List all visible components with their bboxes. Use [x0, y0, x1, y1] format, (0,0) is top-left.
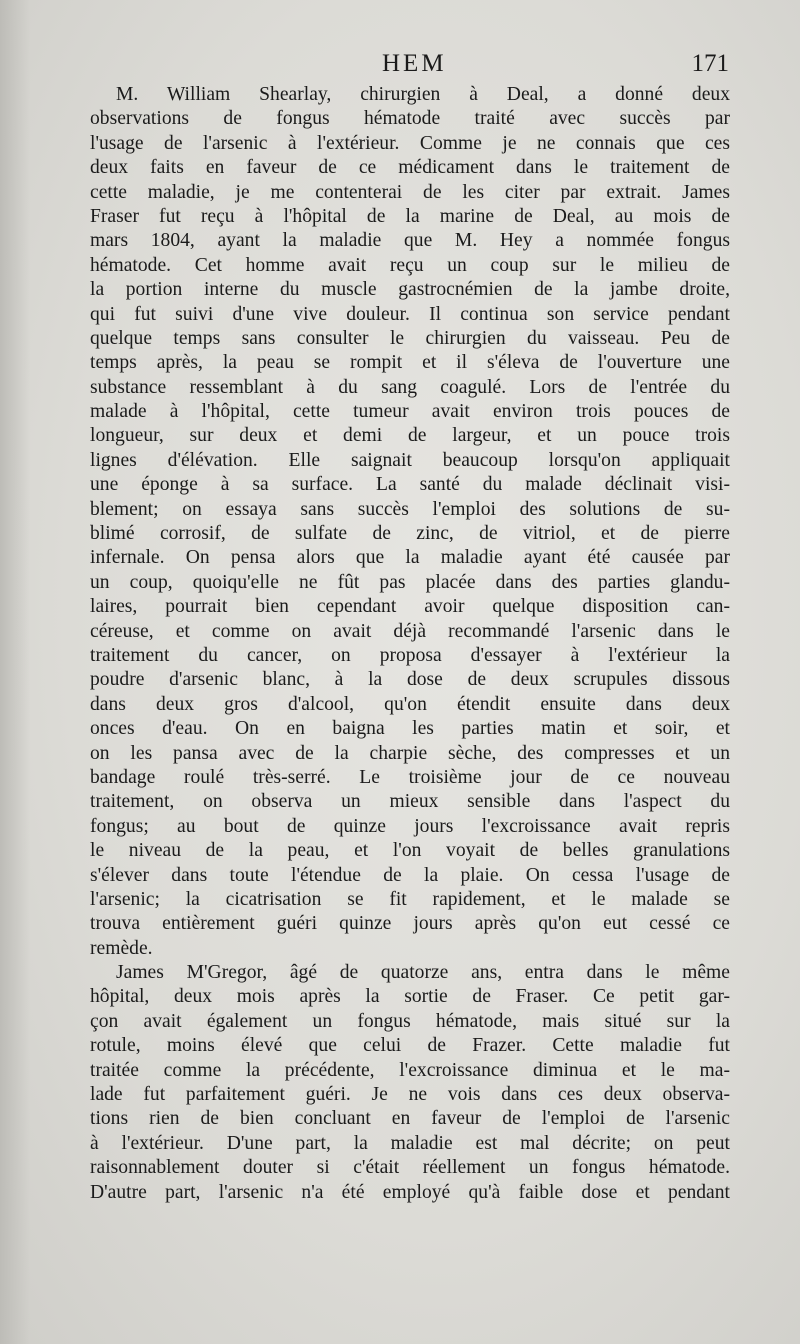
- text-line: mars 1804, ayant la maladie que M. Hey a nommée fongus: [90, 230, 730, 252]
- text-line: qui fut suivi d'une vive douleur. Il continua son service pendant: [90, 303, 730, 325]
- text-line: traitement du cancer, on proposa d'essayer à l'extérieur la: [90, 644, 730, 666]
- text-line: une éponge à sa surface. La santé du malade déclinait visi-: [90, 474, 730, 496]
- text-line: raisonnablement douter si c'était réellement un fongus hématode.: [90, 1157, 730, 1179]
- text-line: à l'extérieur. D'une part, la maladie est mal décrite; on peut: [90, 1132, 730, 1154]
- text-line: onces d'eau. On en baigna les parties matin et soir, et: [90, 718, 730, 740]
- text-line: infernale. On pensa alors que la maladie ayant été causée par: [90, 547, 730, 569]
- text-line: poudre d'arsenic blanc, à la dose de deux scrupules dissous: [90, 669, 730, 691]
- text-line: laires, pourrait bien cependant avoir quelque disposition can-: [90, 596, 730, 618]
- text-line: Fraser fut reçu à l'hôpital de la marine de Deal, au mois de: [90, 205, 730, 227]
- text-line: l'arsenic; la cicatrisation se fit rapidement, et le malade se: [90, 888, 730, 910]
- text-line: quelque temps sans consulter le chirurgien du vaisseau. Peu de: [90, 327, 730, 349]
- text-line: dans deux gros d'alcool, qu'on étendit ensuite dans deux: [90, 693, 730, 715]
- text-line: on les pansa avec de la charpie sèche, des compresses et un: [90, 742, 730, 764]
- text-line: cette maladie, je me contenterai de les citer par extrait. James: [90, 181, 730, 203]
- text-line: observations de fongus hématode traité avec succès par: [90, 108, 730, 130]
- page-number: 171: [691, 50, 729, 77]
- text-line: substance ressemblant à du sang coagulé. Lors de l'entrée du: [90, 376, 730, 398]
- text-line: hôpital, deux mois après la sortie de Fraser. Ce petit gar-: [90, 986, 730, 1008]
- page-header: [90, 50, 735, 86]
- text-line: traitement, on observa un mieux sensible dans l'aspect du: [90, 791, 730, 813]
- text-line: M. William Shearlay, chirurgien à Deal, a donné deux: [116, 84, 730, 105]
- text-line: lade fut parfaitement guéri. Je ne vois dans ces deux observa-: [90, 1084, 730, 1106]
- text-line: deux faits en faveur de ce médicament dans le traitement de: [90, 157, 730, 179]
- text-line: s'élever dans toute l'étendue de la plaie. On cessa l'usage de: [90, 864, 730, 886]
- text-line: le niveau de la peau, et l'on voyait de belles granulations: [90, 840, 730, 862]
- text-line: lignes d'élévation. Elle saignait beaucoup lorsqu'on appliquait: [90, 449, 730, 471]
- text-line: temps après, la peau se rompit et il s'éleva de l'ouverture une: [90, 352, 730, 374]
- running-head: HEM: [382, 50, 447, 77]
- text-line: trouva entièrement guéri quinze jours après qu'on eut cessé ce: [90, 913, 730, 935]
- text-line: tions rien de bien concluant en faveur de l'emploi de l'arsenic: [90, 1108, 730, 1130]
- page-gutter-shadow: [0, 0, 30, 1344]
- text-line: traitée comme la précédente, l'excroissance diminua et le ma-: [90, 1059, 730, 1081]
- text-line: blement; on essaya sans succès l'emploi des solutions de su-: [90, 498, 730, 520]
- body-text: [90, 83, 730, 1205]
- text-line: un coup, quoiqu'elle ne fût pas placée dans des parties glandu-: [90, 571, 730, 593]
- text-line: bandage roulé très-serré. Le troisième jour de ce nouveau: [90, 766, 730, 788]
- text-line: fongus; au bout de quinze jours l'excroissance avait repris: [90, 815, 730, 837]
- text-line: blimé corrosif, de sulfate de zinc, de vitriol, et de pierre: [90, 523, 730, 545]
- text-line: malade à l'hôpital, cette tumeur avait environ trois pouces de: [90, 401, 730, 423]
- text-line: James M'Gregor, âgé de quatorze ans, entra dans le même: [116, 962, 730, 984]
- text-line: la portion interne du muscle gastrocnémien de la jambe droite,: [90, 279, 730, 301]
- text-line: rotule, moins élevé que celui de Frazer. Cette maladie fut: [90, 1035, 730, 1057]
- text-line: remède.: [90, 937, 153, 959]
- text-line: l'usage de l'arsenic à l'extérieur. Comme je ne connais que ces: [90, 132, 730, 154]
- text-line: hématode. Cet homme avait reçu un coup sur le milieu de: [90, 254, 730, 276]
- text-line: çon avait également un fongus hématode, mais situé sur la: [90, 1010, 730, 1032]
- text-line: longueur, sur deux et demi de largeur, et un pouce trois: [90, 425, 730, 447]
- text-line: D'autre part, l'arsenic n'a été employé qu'à faible dose et pendant: [90, 1181, 730, 1203]
- text-line: céreuse, et comme on avait déjà recommandé l'arsenic dans le: [90, 620, 730, 642]
